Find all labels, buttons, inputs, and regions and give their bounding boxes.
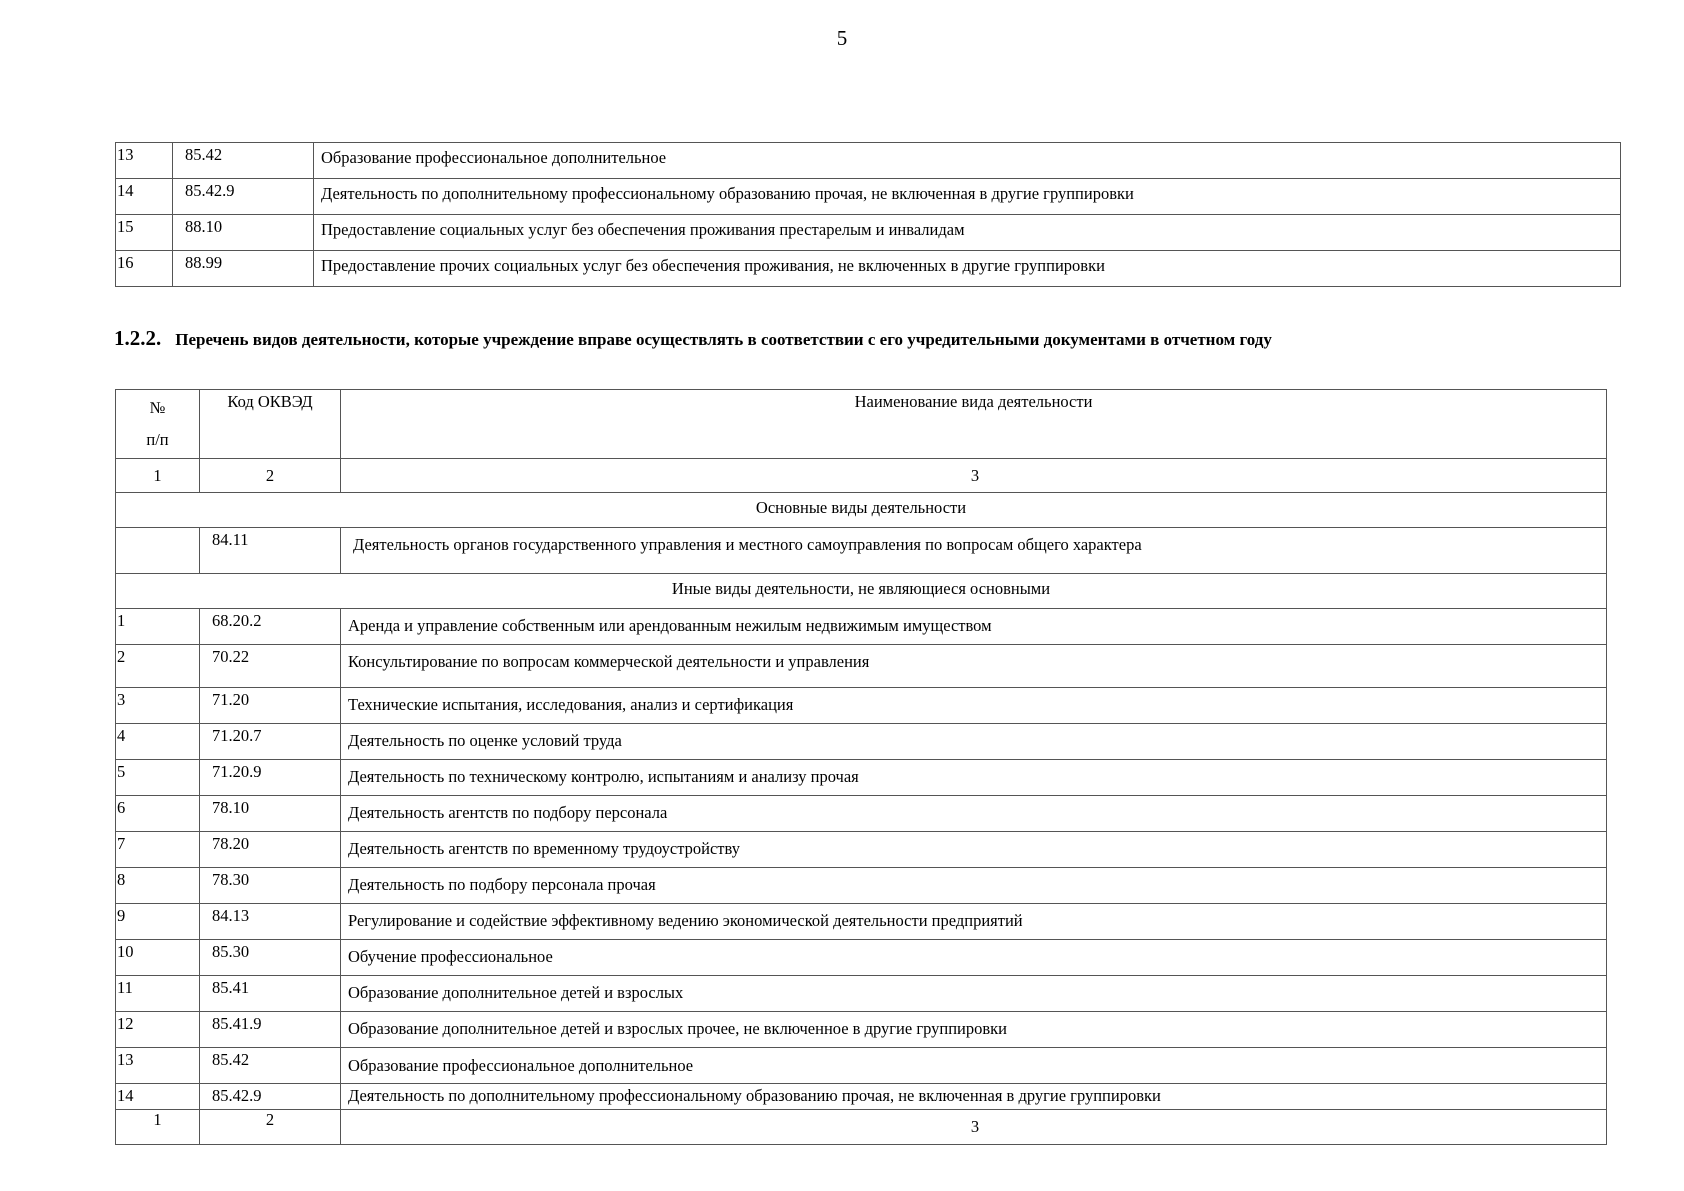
- row-number: 14: [116, 179, 173, 215]
- okved-code: 68.20.2: [200, 609, 341, 645]
- column-index-1: 1: [116, 459, 200, 493]
- row-number: 9: [116, 904, 200, 940]
- row-number: 1: [116, 609, 200, 645]
- section-number: 1.2.2.: [114, 326, 162, 350]
- activity-name: Обучение профессиональное: [341, 940, 1607, 976]
- table-row: [116, 179, 1621, 215]
- table-row: [116, 1048, 1607, 1084]
- row-number: 5: [116, 760, 200, 796]
- page-number: 5: [836, 26, 848, 50]
- okved-code: 85.30: [200, 940, 341, 976]
- activity-name: Деятельность агентств по временному трудоустройству: [341, 832, 1607, 868]
- row-number: 13: [116, 1048, 200, 1084]
- table-row: [116, 215, 1621, 251]
- section-title: Перечень видов деятельности, которые учреждение вправе осуществлять в соответствии с его учредительными документами в отчетном году: [175, 330, 1272, 349]
- row-number: 14: [116, 1084, 200, 1110]
- activity-name: Деятельность по техническому контролю, испытаниям и анализу прочая: [341, 760, 1607, 796]
- group-row-main: [116, 493, 1607, 528]
- activity-name: Деятельность по подбору персонала прочая: [341, 868, 1607, 904]
- group-title-other: Иные виды деятельности, не являющиеся основными: [116, 574, 1607, 609]
- column-index-2: 2: [200, 459, 341, 493]
- header-code: Код ОКВЭД: [200, 390, 341, 459]
- table-row: [116, 940, 1607, 976]
- row-number: 3: [116, 688, 200, 724]
- table-row: [116, 1012, 1607, 1048]
- row-number: 2: [116, 645, 200, 688]
- column-index-3: 3: [341, 459, 1607, 493]
- okved-code: 78.20: [200, 832, 341, 868]
- row-number: 12: [116, 1012, 200, 1048]
- column-index-1: 1: [116, 1110, 200, 1145]
- okved-code: 85.41.9: [200, 1012, 341, 1048]
- table-row: [116, 868, 1607, 904]
- table-row: [116, 1084, 1607, 1110]
- okved-code: 70.22: [200, 645, 341, 688]
- okved-code: 84.13: [200, 904, 341, 940]
- table-header-row: [116, 390, 1607, 459]
- row-number: 8: [116, 868, 200, 904]
- table-row: [116, 976, 1607, 1012]
- table-row: [116, 688, 1607, 724]
- table-row: [116, 760, 1607, 796]
- okved-code: 85.42.9: [173, 179, 314, 215]
- okved-code: 78.30: [200, 868, 341, 904]
- row-number: 11: [116, 976, 200, 1012]
- okved-code: 71.20.7: [200, 724, 341, 760]
- activity-name: Технические испытания, исследования, анализ и сертификация: [341, 688, 1607, 724]
- header-number-line1: №: [149, 398, 166, 417]
- activity-name: Образование дополнительное детей и взрослых: [341, 976, 1607, 1012]
- okved-code: 84.11: [200, 528, 341, 574]
- header-number-line2: п/п: [146, 430, 169, 449]
- activity-name: Предоставление прочих социальных услуг без обеспечения проживания, не включенных в другие группировки: [314, 251, 1621, 287]
- table-row: [116, 251, 1621, 287]
- okved-code: 85.42: [200, 1048, 341, 1084]
- group-title-main: Основные виды деятельности: [116, 493, 1607, 528]
- table-row: [116, 645, 1607, 688]
- row-number: 13: [116, 143, 173, 179]
- header-number: [116, 390, 200, 459]
- row-number: 15: [116, 215, 173, 251]
- activity-name: Деятельность по дополнительному профессиональному образованию прочая, не включенная в другие группировки: [314, 179, 1621, 215]
- column-index-3: 3: [341, 1110, 1607, 1145]
- row-number: 6: [116, 796, 200, 832]
- activity-name: Предоставление социальных услуг без обеспечения проживания престарелым и инвалидам: [314, 215, 1621, 251]
- column-index-row: [116, 459, 1607, 493]
- row-number: 10: [116, 940, 200, 976]
- table-row: [116, 832, 1607, 868]
- activity-name: Образование профессиональное дополнительное: [341, 1048, 1607, 1084]
- activities-table-continuation: [115, 142, 1621, 287]
- column-index-2: 2: [200, 1110, 341, 1145]
- table-row: [116, 528, 1607, 574]
- okved-code: 78.10: [200, 796, 341, 832]
- table-row: [116, 143, 1621, 179]
- okved-code: 85.41: [200, 976, 341, 1012]
- activity-name: Деятельность органов государственного управления и местного самоуправления по вопросам общего характера: [341, 528, 1607, 574]
- okved-code: 88.99: [173, 251, 314, 287]
- activity-name: Аренда и управление собственным или арендованным нежилым недвижимым имуществом: [341, 609, 1607, 645]
- activity-name: Деятельность агентств по подбору персонала: [341, 796, 1607, 832]
- activity-name: Деятельность по дополнительному профессиональному образованию прочая, не включенная в другие группировки: [341, 1084, 1607, 1110]
- okved-code: 85.42.9: [200, 1084, 341, 1110]
- table-row: [116, 904, 1607, 940]
- activities-table: [115, 389, 1607, 1145]
- section-heading: [114, 326, 1272, 351]
- column-index-footer-row: [116, 1110, 1607, 1145]
- okved-code: 88.10: [173, 215, 314, 251]
- group-row-other: [116, 574, 1607, 609]
- table-row: [116, 609, 1607, 645]
- table-row: [116, 796, 1607, 832]
- row-number: 4: [116, 724, 200, 760]
- activity-name: Консультирование по вопросам коммерческой деятельности и управления: [341, 645, 1607, 688]
- row-number: [116, 528, 200, 574]
- activity-name: Регулирование и содействие эффективному ведению экономической деятельности предприятий: [341, 904, 1607, 940]
- okved-code: 85.42: [173, 143, 314, 179]
- row-number: 7: [116, 832, 200, 868]
- okved-code: 71.20: [200, 688, 341, 724]
- activity-name: Деятельность по оценке условий труда: [341, 724, 1607, 760]
- row-number: 16: [116, 251, 173, 287]
- okved-code: 71.20.9: [200, 760, 341, 796]
- header-name: Наименование вида деятельности: [341, 390, 1607, 459]
- table-row: [116, 724, 1607, 760]
- activity-name: Образование профессиональное дополнительное: [314, 143, 1621, 179]
- activity-name: Образование дополнительное детей и взрослых прочее, не включенное в другие группировки: [341, 1012, 1607, 1048]
